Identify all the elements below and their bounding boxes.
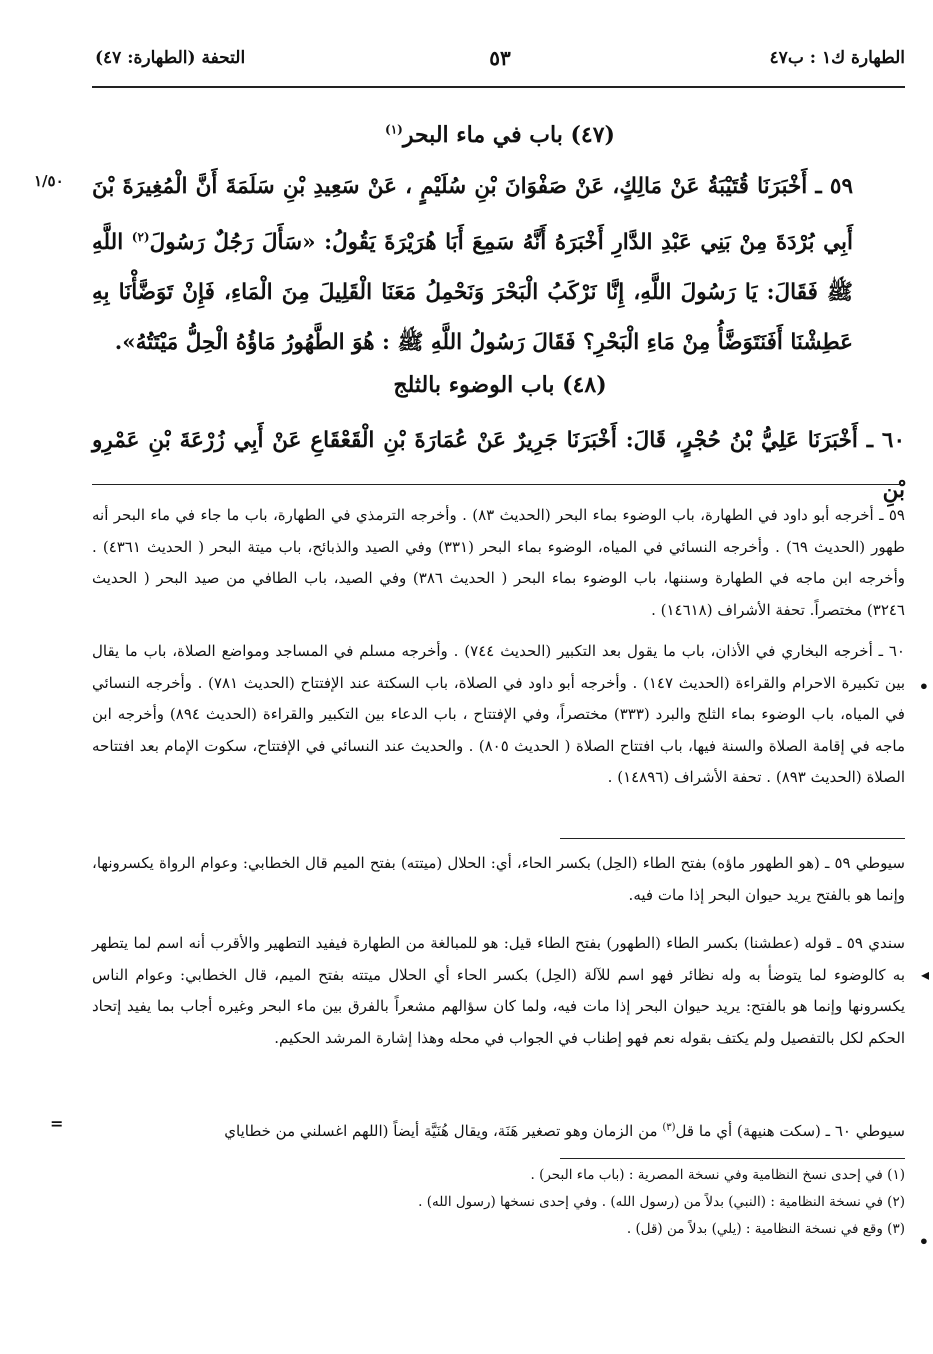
commentary-suyuti-59: سيوطي ٥٩ ـ (هو الطهور ماؤه) بفتح الطاء (الحِل) بكسر الحاء، أي: الحلال (ميتته) بفتح الميم قال الخطابي: وعوام الرواة يكسرونها، وإنما هو بالفتح يريد حيوان البحر إذا مات فيه. — [92, 854, 905, 904]
continuation-mark: = — [50, 1114, 64, 1133]
hadith-text: ٥٩ ـ أَخْبَرَنَا قُتَيْبَةُ عَنْ مَالِكٍ، عَنْ صَفْوَانَ بْنِ سُلَيْمٍ ، عَنْ سَعِيدِ بْنِ سَلَمَةَ أَنَّ الْمُغِيرَةَ بْنَ أَبِي بُرْدَةَ مِنْ بَنِي عَبْدِ الدَّارِ أَخْبَرَهُ أَنَّهُ سَمِعَ أَبَا هُرَيْرَةَ يَقُولُ: «سَأَلَ رَجُلٌ رَسُولَ — [92, 174, 853, 256]
hadith-text: ٦٠ ـ أَخْبَرَنَا عَلِيُّ بْنُ حُجْرٍ، قَالَ: أَخْبَرَنَا جَرِيرٌ عَنْ عُمَارَةَ بْنِ الْقَعْقَاعِ عَنْ أَبِي زُرْعَةَ بْنِ عَمْرِو بْنِ — [92, 428, 905, 503]
hadith-text: اللَّهِ ﷺ فَقَالَ: يَا رَسُولَ اللَّهِ، إِنَّا نَرْكَبُ الْبَحْرَ وَنَحْمِلُ مَعَنَا الْقَلِيلَ مِنَ الْمَاءِ، فَإِنْ تَوَضَّأْنَا بِهِ عَطِشْنَا أَفَنَتَوَضَّأُ مِنْ مَاءِ الْبَحْرِ؟ فَقَالَ رَسُولُ اللَّهِ ﷺ : هُوَ الطَّهُورُ مَاؤُهُ الْحِلُّ مَيْتَتُهُ». — [92, 230, 853, 356]
commentary-rule — [560, 838, 905, 839]
commentary-sindi-59: سندي ٥٩ ـ قوله (عطشنا) بكسر الطاء (الطهور) بفتح الطاء قيل: هو للمبالغة من الطهارة فيفيد التطهير والأقرب أنه اسم لما يتطهر به كالوضوء لما يتوضأ به وله نظائر فهو اسم للآلة (الحِل) بكسر الحاء أي الحلال ميتته بفتح الميم، قال الخطابي: وعوام الناس يكسرونها وإنما هو بالفتح: يريد حيوان البحر إذا مات فيه، ولما كان سؤالهم مشعراً بالفرق بين ماء البحر وغيره أجاب بما يفيد إتحاد الحكم لكل بالتفصيل ولم يكتف بقوله نعم فهو إطناب في الجواب في محله وهذا إشارة المرشد الحكيم. — [92, 934, 905, 1047]
chapter-title: (٤٧) باب في ماء البحر — [402, 122, 615, 148]
footnote-ref: (٢) — [131, 230, 150, 244]
commentary-suyuti-60 — [92, 1112, 905, 1148]
footnote-2: (٢) في نسخة النظامية : (النبي) بدلاً من (رسول الله) . وفي إحدى نسخها (رسول الله) . — [418, 1194, 905, 1210]
chapter-heading-48 — [95, 372, 905, 398]
page-header — [95, 48, 905, 76]
header-rule — [92, 86, 905, 88]
margin-dot: • — [918, 677, 929, 696]
takhrij-rule — [92, 484, 905, 485]
hadith-59 — [92, 162, 853, 368]
commentary-text: سيوطي ٦٠ ـ (سكت هنيهة) أي ما قل — [675, 1122, 905, 1140]
takhrij-60: ٦٠ ـ أخرجه البخاري في الأذان، باب ما يقول بعد التكبير (الحديث ٧٤٤) . وأخرجه مسلم في المساجد ومواضع الصلاة، باب ما يقال بين تكبيرة الاحرام والقراءة (الحديث ١٤٧) . وأخرجه أبو داود في الصلاة، باب السكتة عند الإفتتاح (الحديث ٧٨١) . وأخرجه النسائي في المياه، باب الوضوء بماء الثلج والبرد (٣٣٣) مختصراً، وفي الإفتتاح ، باب الدعاء بين التكبير والقراءة (الحديث ٨٩٤) وأخرجه ابن ماجه في إقامة الصلاة والسنة فيها، باب افتتاح الصلاة ( الحديث ٨٠٥) . والحديث عند النسائي في الإفتتاح، سكوت الإمام بعد افتتاحه الصلاة (الحديث ٨٩٣) . تحفة الأشراف (١٤٨٩٦) . — [92, 642, 906, 786]
footnote-3: (٣) وقع في نسخة النظامية : (يلي) بدلاً من (قل) . — [626, 1221, 905, 1237]
footnote-1: (١) في إحدى نسخ النظامية وفي نسخة المصرية : (باب ماء البحر) . — [530, 1167, 905, 1183]
footnotes-rule — [560, 1158, 905, 1159]
chapter-title: (٤٨) باب الوضوء بالثلج — [393, 372, 607, 398]
takhrij-59: ٥٩ ـ أخرجه أبو داود في الطهارة، باب الوضوء بماء البحر (الحديث ٨٣) . وأخرجه الترمذي في الطهارة، باب ما جاء في ماء البحر أنه طهور (الحديث ٦٩) . وأخرجه النسائي في المياه، الوضوء بماء البحر (٣٣١) وفي الصيد والذبائح، باب ميتة البحر ( الحديث ٤٣٦١) . وأخرجه ابن ماجه في الطهارة وسننها، باب الوضوء بماء البحر ( الحديث ٣٨٦) وفي الصيد، باب الطافي من صيد البحر ( الحديث ٣٢٤٦) مختصراً. تحفة الأشراف (١٤٦١٨) . — [92, 506, 905, 619]
margin-reference: ١/٥٠ — [34, 172, 64, 190]
chapter-heading-47 — [95, 122, 905, 148]
margin-arrow: ◂ — [920, 965, 929, 984]
page-number: ٥٣ — [489, 46, 511, 70]
footnote-ref: (١) — [385, 122, 403, 137]
margin-dot: • — [918, 1232, 929, 1251]
commentary-text: من الزمان وهو تصغير هَنَة، ويقال هُنَيَّة أيضاً (اللهم اغسلني من خطاياي — [224, 1122, 658, 1140]
running-head-left: التحفة (الطهارة: ٤٧) — [95, 48, 246, 68]
running-head-right: الطهارة ك١ : ب٤٧ — [769, 48, 905, 68]
footnote-ref: (٣) — [662, 1122, 676, 1133]
